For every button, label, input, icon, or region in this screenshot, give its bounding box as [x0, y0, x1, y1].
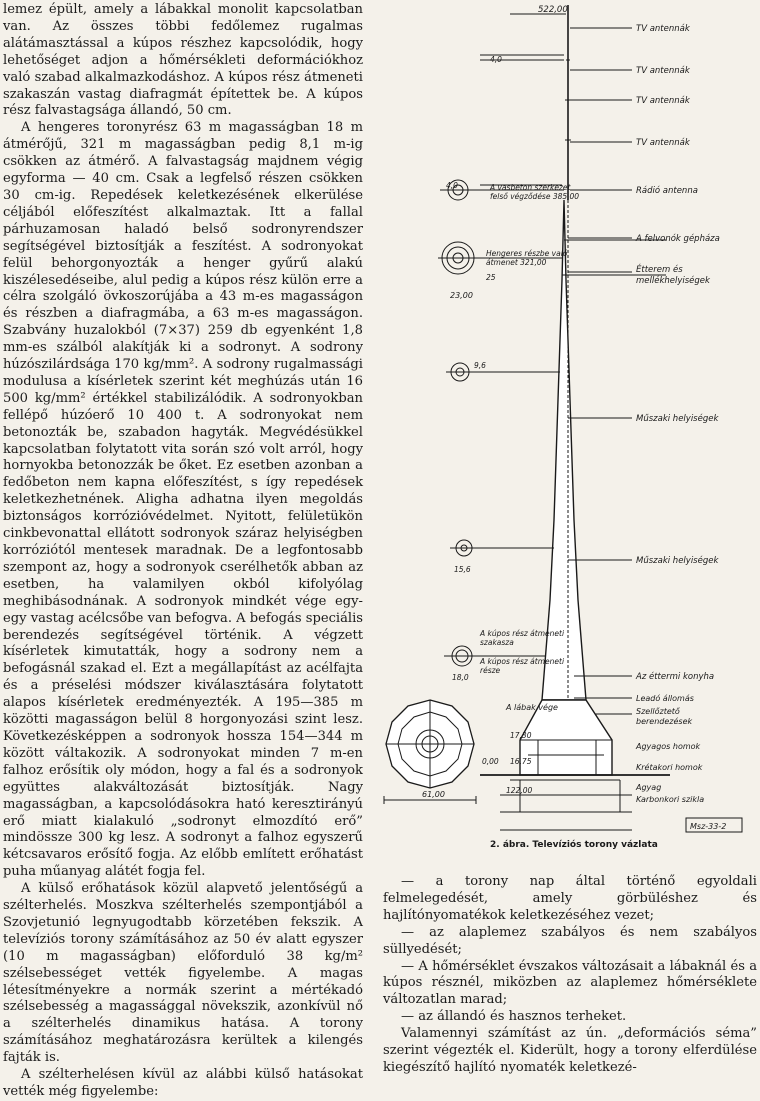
label-kitchen: Az éttermi konyha — [636, 672, 715, 682]
label-cretaceous-sand: Krétakori homok — [636, 763, 703, 772]
dim-4a: 4,0 — [490, 55, 502, 64]
label-tv-antennas-4: TV antennák — [636, 138, 690, 148]
label-carboniferous-rock: Karbonkori szikla — [636, 795, 705, 804]
dim-15-6: 15,6 — [454, 565, 471, 574]
label-legs-end: A lábak vége — [506, 703, 558, 712]
dim-top: 522,00 — [538, 5, 568, 15]
caption-text: Televíziós torony vázlata — [532, 840, 658, 850]
dim-61: 61,00 — [422, 790, 445, 799]
label-ventilation-1: Szellőztető — [636, 707, 680, 716]
paragraph-deformation: Valamennyi számítást az ún. „deformációs séma” szerint végezték el. Kiderült, hogy a torony elferdülése kiegészítő hajlító nyomaték keletkezé- — [383, 1026, 757, 1075]
label-tv-antennas-1: TV antennák — [636, 24, 690, 34]
dim-122: 122,00 — [506, 786, 533, 795]
dim-16-75: 16,75 — [510, 757, 532, 766]
dim-17-30: 17,30 — [510, 731, 532, 740]
dim-25: 25 — [486, 273, 496, 282]
dim-0-00: 0,00 — [482, 757, 499, 766]
label-cone-transition-1a: A kúpos rész átmeneti — [480, 629, 565, 638]
list-item-3: — A hőmérséklet évszakos változásait a lábaknál és a kúpos résznél, miközben az alaplemez hőmérséklete változatlan marad; — [383, 958, 757, 1008]
paragraph-4: A szélterhelésen kívül az alábbi külső hatásokat vették még figyelembe: — [3, 1067, 363, 1099]
left-text-column — [3, 2, 363, 1101]
label-clay: Agyag — [636, 783, 662, 792]
label-technical-rooms-2: Műszaki helyiségek — [636, 556, 719, 566]
label-tv-antennas-2: TV antennák — [636, 66, 690, 76]
tower-figure — [370, 0, 760, 870]
list-item-1: — a torony nap által történő egyoldali felmelegedését, amely görbüléshez és hajlítónyomatékok keletkezéséhez vezet; — [383, 874, 757, 923]
paragraph-3: A külső erőhatások közül alapvető jelentőségű a szélterhelés. Moszkva szélterhelés szempontjából a Szovjetunió legnyugodtabb körzetében fekszik. A televíziós torony számításához az 50 év alatt egyszer (10 m magasságban) előforduló 38 kg/m² szélsebességet vették figyelembe. A magas létesítményekre a normák szerint a mértékadó szélsebesség a magassággal növekszik, azonkívül nő a szélterhelés dinamikus hatása. A torony számításához meghatározásra kerültek a kilengés fajták is. — [3, 881, 363, 1066]
label-transmitter: Leadó állomás — [636, 694, 694, 703]
label-cylinder-transition-1: Hengeres részbe való — [486, 249, 568, 258]
paragraph-2: A hengeres toronyrész 63 m magasságban 18 m átmérőjű, 321 m magasságban pedig 8,1 m-ig csökken az átmérő. A falvastagság majdnem végig egyforma — 40 cm. Csak a legfelső részen csökken 30 cm-ig. Repedések keletkezésének elkerülése céljából előfeszítést alkalmaztak. Itt a fallal párhuzamosan haladó belső sodronyrendszer segítségével biztosítják a feszítést. A sodronyokat felül behorgonyozták a henger gyűrű alakú kiszélesedéseibe, alul pedig a kúpos rész külön erre a célra szolgáló övkoszorújába a 43 m-es magasságon és részben a diafragmába, a 63 m-es magasságon. Szabvány huzalokból (7×37) 259 db egyenként 1,8 mm-es szálból alakítják ki a sodronyt. A sodrony húzószilárdsága 170 kg/mm². A sodrony rugalmassági modulusa a kísérletek szerint két meghúzás után 16 500 kg/mm² értékkel stabilizálódik. A sodronyokban fellépő húzóerő 10 400 t. A sodronyokat nem betonozták be, szabadon hagyták. Megvédésükkel kapcsolatban folytatott vita során szó volt arról, hogy hornyokba betonozzák be őket. Ez esetben azonban a fedőbeton nem kapna előfeszítést, s így repedések keletkezhetnének. Aligha adhatna ilyen megoldás biztonságos korrózióvédelmet. Nyitott, felületükön cinkbevonattal ellátott sodronyok száraz helyiségben korróziótól mentesek maradnak. De a legfontosabb szempont az, hogy a sodronyok cserélhetők abban az esetben, ha valamilyen okból kifolyólag meghibásodnának. A sodronyok mindkét vége egy-egy vastag acélcsőbe van befogva. A befogás speciális berendezés segítségével történik. A végzett kísérletek kimutatták, hogy a sodrony nem a befogásnál szakad el. Ezt a megállapítást az acélfajta és a préselési módszer kiválasztására folytatott alapos kísérletek eredményezték. A 195—385 m közötti magasságon belül 8 horgonyozási szint lesz. Következésképpen a sodronyok hossza 154—344 m között váltakozik. A sodronyokat minden 7 m-en falhoz erősítik oly módon, hogy a fal és a sodronyok együttes alakváltozását biztosítják. Nagy magasságban, a kapcsolódásokra ható keresztirányú erő miatt kialakuló „sodronyt elmozdító erő” mindössze 300 kg lesz. A sodronyt a falhoz egyszerű kétcsavaros erősítő fogja. Az előbb említett erőhatást puha műanyag alátét fogja fel. — [3, 120, 363, 880]
label-concrete-top-2: felső végződése 385,00 — [490, 192, 580, 201]
dim-4b: 4,0 — [446, 181, 458, 190]
label-technical-rooms-1: Műszaki helyiségek — [636, 414, 719, 424]
dim-23: 23,00 — [450, 291, 473, 300]
dim-18: 18,0 — [452, 673, 469, 682]
label-clayey-sand: Agyagos homok — [636, 742, 701, 751]
label-elevator-room: A felvonók gépháza — [636, 234, 720, 244]
caption-number: 2. ábra. — [490, 840, 530, 850]
list-item-4: — az állandó és hasznos terheket. — [401, 1009, 627, 1025]
paragraph-1: lemez épült, amely a lábakkal monolit kapcsolatban van. Az összes többi fedőlemez rugalmas alátámasztással a kúpos részhez kapcsolódik, hogy lehetőséget adjon a hőmérsékleti deformációkhoz való szabad alkalmazkodáshoz. A kúpos rész átmeneti szakaszán vastag diafragmát építettek be. A kúpos rész falvastagsága állandó, 50 cm. — [3, 2, 363, 119]
label-cylinder-transition-2: átmenet 321,00 — [486, 258, 547, 267]
list-item-2: — az alaplemez szabályos és nem szabályos süllyedését; — [383, 924, 757, 957]
label-restaurant-2: mellékhelyiségek — [636, 276, 710, 286]
label-cone-transition-2a: A kúpos rész átmeneti — [480, 657, 565, 666]
tower-drawing — [370, 0, 760, 870]
figure-code: Msz-33-2 — [690, 822, 727, 831]
label-cone-transition-1b: szakasza — [480, 638, 514, 647]
label-tv-antennas-3: TV antennák — [636, 96, 690, 106]
label-radio-antenna: Rádió antenna — [636, 186, 698, 196]
right-text-column — [383, 874, 757, 1077]
label-cone-transition-2b: része — [480, 666, 501, 675]
figure-caption — [490, 840, 750, 850]
label-concrete-top-1: A vasbeton szerkezet — [490, 183, 571, 192]
label-ventilation-2: berendezések — [636, 717, 693, 726]
dim-9-6: 9,6 — [474, 361, 486, 370]
label-restaurant-1: Étterem és — [636, 265, 683, 275]
